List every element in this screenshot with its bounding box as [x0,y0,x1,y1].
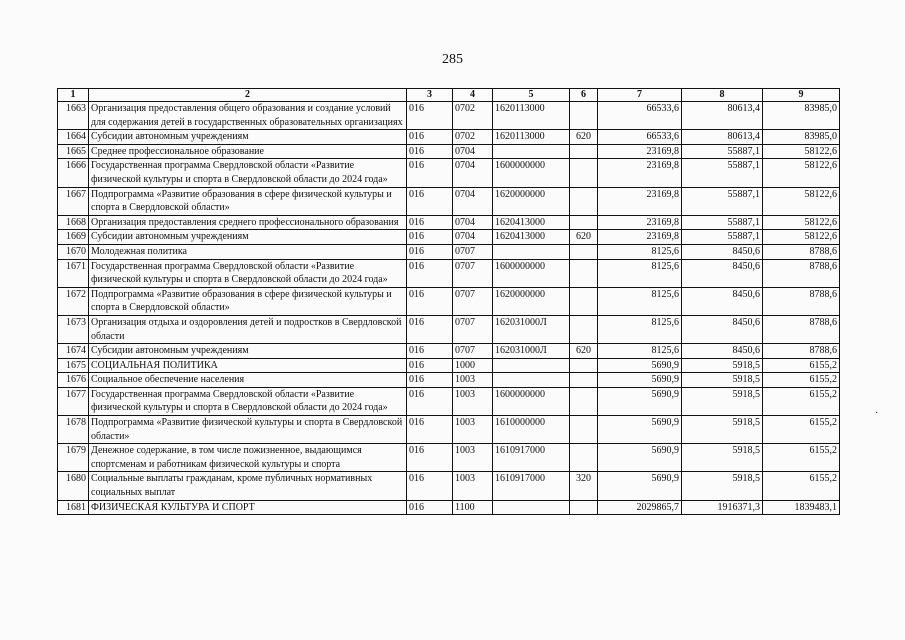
ministry-code: 016 [407,344,453,359]
expense-type-code [570,244,598,259]
table-row [58,416,840,444]
amount-year-2: 1916371,3 [682,500,763,515]
column-header: 1 [58,89,89,102]
table-row [58,387,840,415]
amount-year-2: 55887,1 [682,187,763,215]
section-code: 1000 [453,358,493,373]
amount-year-1: 23169,8 [598,144,682,159]
section-code: 1003 [453,373,493,388]
section-code: 0707 [453,244,493,259]
amount-year-2: 5918,5 [682,444,763,472]
expense-type-code [570,500,598,515]
row-name: Организация отдыха и оздоровления детей и подростков в Свердловской области [89,315,407,343]
row-number: 1665 [58,144,89,159]
column-header: 5 [493,89,570,102]
table-row [58,259,840,287]
amount-year-1: 5690,9 [598,416,682,444]
page-number: 285 [442,52,463,67]
section-code: 1003 [453,416,493,444]
row-name: Государственная программа Свердловской области «Развитие физической культуры и спорта в Свердловской области до 2024 года» [89,259,407,287]
row-name: Государственная программа Свердловской области «Развитие физической культуры и спорта в Свердловской области до 2024 года» [89,159,407,187]
row-name: Молодежная политика [89,244,407,259]
ministry-code: 016 [407,130,453,145]
amount-year-2: 55887,1 [682,215,763,230]
target-code: 1620000000 [493,287,570,315]
table-row [58,358,840,373]
ministry-code: 016 [407,500,453,515]
amount-year-3: 6155,2 [763,358,840,373]
amount-year-3: 58122,6 [763,230,840,245]
target-code [493,244,570,259]
expense-type-code [570,215,598,230]
row-number: 1666 [58,159,89,187]
amount-year-1: 5690,9 [598,358,682,373]
target-code: 1600000000 [493,159,570,187]
row-number: 1663 [58,102,89,130]
row-number: 1673 [58,315,89,343]
row-number: 1679 [58,444,89,472]
amount-year-3: 6155,2 [763,472,840,500]
amount-year-3: 8788,6 [763,259,840,287]
expense-type-code [570,187,598,215]
amount-year-2: 5918,5 [682,358,763,373]
row-name: Подпрограмма «Развитие физической культуры и спорта в Свердловской области» [89,416,407,444]
target-code: 1610000000 [493,416,570,444]
column-header: 3 [407,89,453,102]
amount-year-3: 8788,6 [763,287,840,315]
amount-year-2: 80613,4 [682,102,763,130]
row-number: 1671 [58,259,89,287]
ministry-code: 016 [407,230,453,245]
section-code: 0702 [453,130,493,145]
column-header: 4 [453,89,493,102]
ministry-code: 016 [407,144,453,159]
row-number: 1675 [58,358,89,373]
table-row [58,472,840,500]
ministry-code: 016 [407,416,453,444]
section-code: 0704 [453,187,493,215]
amount-year-2: 5918,5 [682,472,763,500]
expense-type-code: 620 [570,130,598,145]
budget-table [57,88,840,515]
ministry-code: 016 [407,287,453,315]
row-number: 1681 [58,500,89,515]
amount-year-2: 55887,1 [682,159,763,187]
amount-year-3: 6155,2 [763,444,840,472]
target-code: 1620413000 [493,215,570,230]
ministry-code: 016 [407,244,453,259]
section-code: 1003 [453,387,493,415]
amount-year-2: 55887,1 [682,144,763,159]
target-code: 1620113000 [493,102,570,130]
amount-year-1: 5690,9 [598,472,682,500]
table-row [58,344,840,359]
amount-year-3: 58122,6 [763,215,840,230]
table-row [58,315,840,343]
section-code: 0704 [453,230,493,245]
target-code: 1620413000 [493,230,570,245]
amount-year-2: 8450,6 [682,259,763,287]
amount-year-2: 8450,6 [682,344,763,359]
table-row [58,159,840,187]
row-name: Субсидии автономным учреждениям [89,344,407,359]
target-code: 162031000Л [493,315,570,343]
row-name: Денежное содержание, в том числе пожизненное, выдающимся спортсменам и работникам физической культуры и спорта [89,444,407,472]
amount-year-1: 66533,6 [598,130,682,145]
amount-year-3: 83985,0 [763,130,840,145]
amount-year-3: 58122,6 [763,144,840,159]
row-number: 1677 [58,387,89,415]
section-code: 0704 [453,159,493,187]
section-code: 1100 [453,500,493,515]
amount-year-2: 8450,6 [682,287,763,315]
amount-year-1: 8125,6 [598,244,682,259]
amount-year-1: 8125,6 [598,315,682,343]
table-row [58,287,840,315]
expense-type-code [570,287,598,315]
amount-year-1: 8125,6 [598,259,682,287]
table-row [58,500,840,515]
target-code: 1600000000 [493,259,570,287]
table-row [58,102,840,130]
ministry-code: 016 [407,102,453,130]
amount-year-2: 8450,6 [682,315,763,343]
section-code: 0707 [453,287,493,315]
expense-type-code [570,358,598,373]
amount-year-1: 23169,8 [598,230,682,245]
section-code: 0707 [453,259,493,287]
table-row [58,215,840,230]
row-number: 1674 [58,344,89,359]
expense-type-code: 620 [570,230,598,245]
target-code: 1620113000 [493,130,570,145]
table-row [58,373,840,388]
table-body [58,102,840,515]
amount-year-1: 2029865,7 [598,500,682,515]
ministry-code: 016 [407,159,453,187]
scan-mark: · [875,408,879,419]
expense-type-code [570,102,598,130]
row-name: ФИЗИЧЕСКАЯ КУЛЬТУРА И СПОРТ [89,500,407,515]
row-name: Субсидии автономным учреждениям [89,230,407,245]
amount-year-1: 5690,9 [598,373,682,388]
section-code: 1003 [453,472,493,500]
expense-type-code [570,259,598,287]
row-name: Организация предоставления среднего профессионального образования [89,215,407,230]
row-number: 1676 [58,373,89,388]
amount-year-3: 6155,2 [763,416,840,444]
column-header: 7 [598,89,682,102]
amount-year-2: 55887,1 [682,230,763,245]
amount-year-2: 8450,6 [682,244,763,259]
amount-year-1: 5690,9 [598,387,682,415]
expense-type-code: 620 [570,344,598,359]
row-name: Социальные выплаты гражданам, кроме публичных нормативных социальных выплат [89,472,407,500]
amount-year-1: 23169,8 [598,159,682,187]
target-code: 1620000000 [493,187,570,215]
row-number: 1678 [58,416,89,444]
amount-year-3: 6155,2 [763,387,840,415]
amount-year-3: 58122,6 [763,159,840,187]
row-name: Подпрограмма «Развитие образования в сфере физической культуры и спорта в Свердловской области» [89,187,407,215]
amount-year-3: 8788,6 [763,244,840,259]
target-code [493,358,570,373]
row-name: Субсидии автономным учреждениям [89,130,407,145]
section-code: 0707 [453,344,493,359]
ministry-code: 016 [407,215,453,230]
ministry-code: 016 [407,315,453,343]
table-header-row [58,89,840,102]
expense-type-code [570,387,598,415]
row-number: 1664 [58,130,89,145]
target-code: 1600000000 [493,387,570,415]
amount-year-3: 58122,6 [763,187,840,215]
amount-year-2: 5918,5 [682,387,763,415]
amount-year-3: 8788,6 [763,344,840,359]
row-name: Среднее профессиональное образование [89,144,407,159]
amount-year-3: 83985,0 [763,102,840,130]
amount-year-2: 80613,4 [682,130,763,145]
table-row [58,230,840,245]
amount-year-1: 8125,6 [598,287,682,315]
ministry-code: 016 [407,472,453,500]
amount-year-1: 8125,6 [598,344,682,359]
target-code [493,144,570,159]
target-code [493,373,570,388]
column-header: 9 [763,89,840,102]
amount-year-3: 1839483,1 [763,500,840,515]
column-header: 2 [89,89,407,102]
column-header: 6 [570,89,598,102]
row-number: 1672 [58,287,89,315]
ministry-code: 016 [407,387,453,415]
section-code: 0702 [453,102,493,130]
target-code: 162031000Л [493,344,570,359]
section-code: 0704 [453,215,493,230]
target-code: 1610917000 [493,472,570,500]
expense-type-code [570,373,598,388]
section-code: 0707 [453,315,493,343]
amount-year-3: 6155,2 [763,373,840,388]
ministry-code: 016 [407,358,453,373]
target-code: 1610917000 [493,444,570,472]
row-number: 1669 [58,230,89,245]
table-row [58,187,840,215]
ministry-code: 016 [407,373,453,388]
row-number: 1668 [58,215,89,230]
amount-year-1: 66533,6 [598,102,682,130]
section-code: 0704 [453,144,493,159]
row-name: СОЦИАЛЬНАЯ ПОЛИТИКА [89,358,407,373]
amount-year-2: 5918,5 [682,416,763,444]
ministry-code: 016 [407,187,453,215]
row-name: Социальное обеспечение населения [89,373,407,388]
ministry-code: 016 [407,444,453,472]
expense-type-code [570,144,598,159]
row-name: Подпрограмма «Развитие образования в сфере физической культуры и спорта в Свердловской области» [89,287,407,315]
amount-year-1: 23169,8 [598,215,682,230]
amount-year-3: 8788,6 [763,315,840,343]
amount-year-1: 5690,9 [598,444,682,472]
ministry-code: 016 [407,259,453,287]
amount-year-1: 23169,8 [598,187,682,215]
section-code: 1003 [453,444,493,472]
row-number: 1680 [58,472,89,500]
expense-type-code: 320 [570,472,598,500]
expense-type-code [570,315,598,343]
table-row [58,444,840,472]
row-name: Организация предоставления общего образования и создание условий для содержания детей в государственных образовательных организациях [89,102,407,130]
column-header: 8 [682,89,763,102]
table-row [58,144,840,159]
amount-year-2: 5918,5 [682,373,763,388]
row-number: 1667 [58,187,89,215]
table-row [58,130,840,145]
table-row [58,244,840,259]
expense-type-code [570,444,598,472]
expense-type-code [570,159,598,187]
expense-type-code [570,416,598,444]
row-number: 1670 [58,244,89,259]
target-code [493,500,570,515]
row-name: Государственная программа Свердловской области «Развитие физической культуры и спорта в Свердловской области до 2024 года» [89,387,407,415]
